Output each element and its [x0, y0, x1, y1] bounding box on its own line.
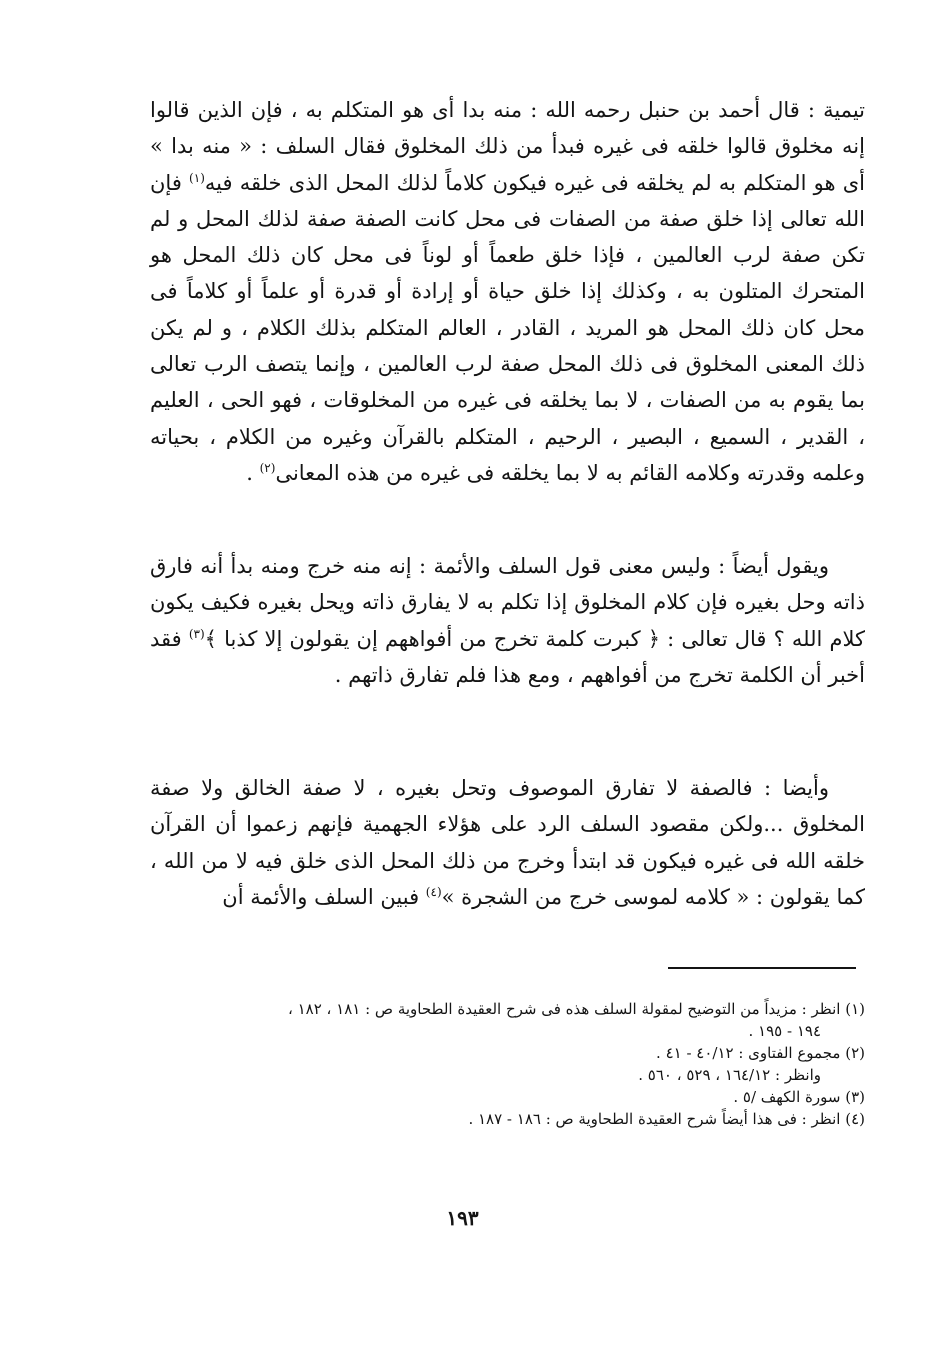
paragraph-1-part-b: فإن الله تعالى إذا خلق صفة من الصفات فى محل كانت الصفة صفة لذلك المحل و لم تكن صفة لرب العالمين ، فإذا خلق طعماً أو لوناً فى محل كان ذلك المحل هو المتحرك المتلون به ، وكذلك إذا خلق حياة أو إرادة أو قدرة أو علماً أو كلاماً فى محل كان ذلك المحل هو المريد ، القادر ، العالم المتكلم بذلك الكلام ، و لم يكن ذلك المعنى المخلوق فى ذلك المحل صفة لرب العالمين ، وإنما يتصف الرب تعالى بما يقوم به من الصفات ، لا بما يخلقه فى غيره من المخلوقات ، فهو الحى ، العليم ، القدير ، السميع ، البصير ، الرحيم ، المتكلم بالقرآن وغيره من الكلام ، بحياته وعلمه وقدرته وكلامه القائم به لا بما يخلقه فى غيره من هذه المعانى	[150, 170, 865, 485]
paragraph-2-part-b: فقد أخبر أن الكلمة تخرج من أفواههم ، ومع هذا فلم تفارق ذاتهم .	[150, 626, 865, 687]
paragraph-2-part-a: ويقول أيضاً : وليس معنى قول السلف والأئمة : إنه منه خرج ومنه بدأ أنه فارق ذاته وحل بغيره فإن كلام المخلوق إذا تكلم به لا يفارق ذاته ويحل بغيره فكيف يكون كلام الله ؟ قال تعالى : ﴿ كبرت كلمة تخرج من أفواههم إن يقولون إلا كذبا ﴾	[150, 554, 865, 651]
paragraph-3-text	[150, 770, 865, 915]
paragraph-3-part-a: وأيضا : فالصفة لا تفارق الموصوف وتحل بغيره ، لا صفة الخالق ولا صفة المخلوق ...ولكن مقصود السلف الرد على هؤلاء الجهمية فإنهم زعموا أن القرآن خلقه الله فى غيره فيكون قد ابتدأ وخرج من ذلك المحل الذى خلق فيه لا من الله ، كما يقولون : « كلامه لموسى خرج من الشجرة »	[150, 776, 865, 909]
footnote-2-cont: وانظر : ١٦٤/١٢ ، ٥٢٩ ، ٥٦٠ .	[638, 1066, 821, 1084]
footnote-2-num: (٢)	[845, 1044, 865, 1062]
paragraph-2-text	[150, 548, 865, 693]
footnote-1	[150, 998, 865, 1042]
footnotes	[150, 998, 865, 1130]
footnote-divider	[668, 967, 856, 969]
footnote-4-num: (٤)	[845, 1110, 865, 1128]
paragraph-2	[150, 548, 865, 693]
footnote-ref-2[interactable]: (٢)	[259, 460, 276, 475]
paragraph-3-part-b: فبين السلف والأئمة أن	[222, 884, 426, 909]
footnote-3-num: (٣)	[845, 1088, 865, 1106]
footnote-3	[150, 1086, 865, 1108]
paragraph-1-part-a: تيمية : قال أحمد بن حنبل رحمه الله : منه بدا أى هو المتكلم به ، فإن الذين قالوا إنه مخلوق قالوا خلقه فى غيره فبدأ من ذلك المخلوق فقال السلف : « منه بدا » أى هو المتكلم به لم يخلقه فى غيره فيكون كلاماً لذلك المحل الذى خلقه فيه	[150, 98, 865, 195]
paragraph-1-text	[150, 92, 865, 491]
footnote-2-text: مجموع الفتاوى : ٤٠/١٢ - ٤١ .	[656, 1044, 841, 1062]
footnote-1-text: انظر : مزيداً من التوضيح لمقولة السلف هذه فى شرح العقيدة الطحاوية ص : ١٨١ ، ١٨٢ ،	[288, 1000, 841, 1018]
footnote-4-text: انظر : فى هذا أيضاً شرح العقيدة الطحاوية ص : ١٨٦ - ١٨٧ .	[468, 1110, 841, 1128]
page-number: ١٩٣	[446, 1206, 479, 1230]
paragraph-3	[150, 770, 865, 915]
paragraph-1	[150, 92, 865, 491]
footnote-4	[150, 1108, 865, 1130]
footnote-2	[150, 1042, 865, 1086]
footnote-ref-3[interactable]: (٣)	[188, 626, 205, 641]
paragraph-1-end: .	[246, 460, 260, 485]
footnote-3-text: سورة الكهف /٥ .	[733, 1088, 841, 1106]
footnote-1-cont: ١٩٤ - ١٩٥ .	[748, 1022, 821, 1040]
footnote-ref-1[interactable]: (١)	[189, 170, 205, 185]
footnote-1-num: (١)	[845, 1000, 865, 1018]
footnote-ref-4[interactable]: (٤)	[425, 884, 442, 899]
